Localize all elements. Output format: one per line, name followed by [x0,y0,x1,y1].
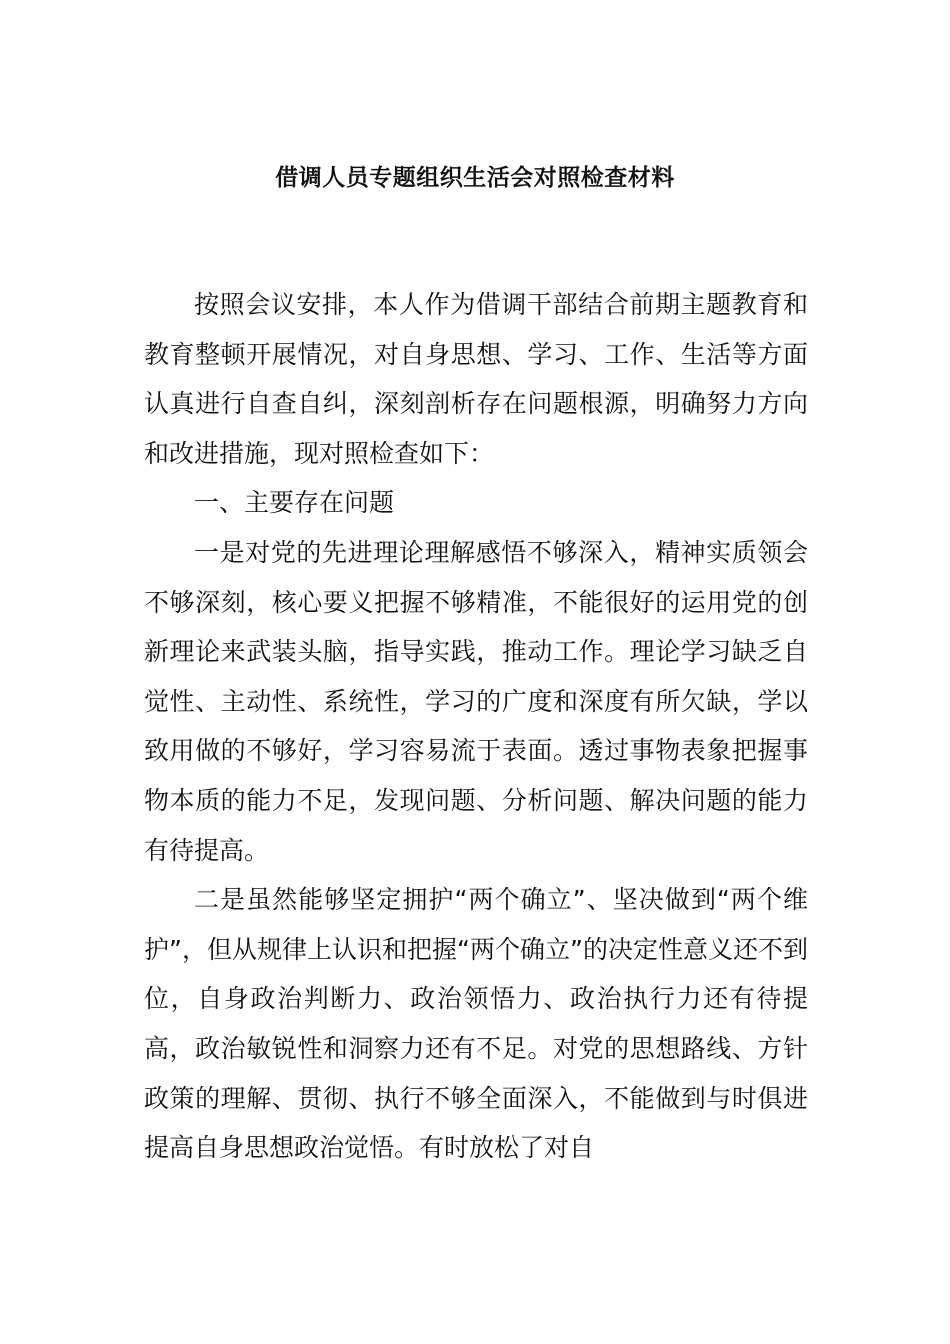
document-title: 借调人员专题组织生活会对照检查材料 [275,165,675,191]
paragraph-problem-one: 一是对党的先进理论理解感悟不够深入，精神实质领会不够深刻，核心要义把握不够精准，不能很好的运用党的创新理论来武装头脑，指导实践，推动工作。理论学习缺乏自觉性、主动性、系统性，学习的广度和深度有所欠缺，学以致用做的不够好，学习容易流于表面。透过事物表象把握事物本质的能力不足，发现问题、分析问题、解决问题的能力有待提高。 [144,537,808,865]
document-body [144,280,808,1173]
paragraph-problem-two: 二是虽然能够坚定拥护“两个确立”、坚决做到“两个维护”，但从规律上认识和把握“两个确立”的决定性意义还不到位，自身政治判断力、政治领悟力、政治执行力还有待提高，政治敏锐性和洞察力还有不足。对党的思想路线、方针政策的理解、贯彻、执行不够全面深入，不能做到与时俱进提高自身思想政治觉悟。有时放松了对自 [144,885,808,1163]
section-heading-main-problems: 一、主要存在问题 [194,488,395,518]
paragraph-intro: 按照会议安排，本人作为借调干部结合前期主题教育和教育整顿开展情况，对自身思想、学习、工作、生活等方面认真进行自查自纠，深刻剖析存在问题根源，明确努力方向和改进措施，现对照检查如下： [144,290,808,468]
